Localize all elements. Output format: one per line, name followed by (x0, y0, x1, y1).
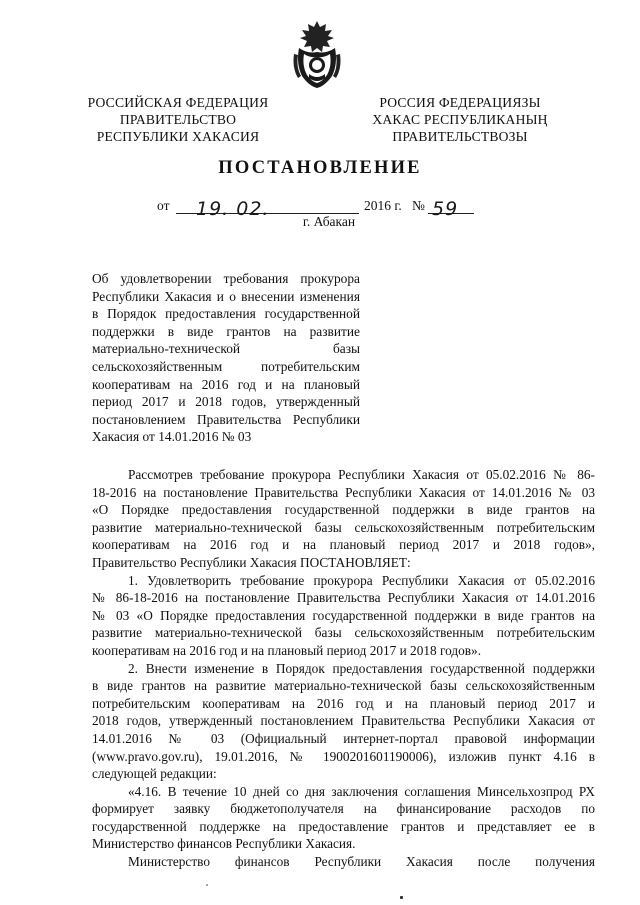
header-right-line-2: ХАКАС РЕСПУБЛИКАНЫҢ (372, 112, 548, 127)
header-right-line-1: РОССИЯ ФЕДЕРАЦИЯЗЫ (379, 95, 541, 110)
number-sign: № (412, 198, 425, 213)
body-line: следующей редакции: (92, 766, 217, 782)
body-line: потребительским кооперативам на 2016 год и на плановый период 2017 и (92, 695, 595, 711)
body-line: (www.pravo.gov.ru), 19.01.2016, № 1900201601190006), изложив пункт 4.16 в (92, 748, 595, 764)
header-right-khakas (360, 94, 560, 145)
body-line: 18-2016 на постановление Правительства Республики Хакасия от 14.01.2016 № 03 (92, 484, 595, 500)
year-label: 2016 г. (364, 198, 402, 213)
subject-line: поддержки в виде грантов на развитие (92, 323, 360, 339)
document-title: ПОСТАНОВЛЕНИЕ (218, 158, 422, 178)
header-left-line-1: РОССИЙСКАЯ ФЕДЕРАЦИЯ (87, 95, 269, 110)
body-line: 14.01.2016 № 03 (Официальный интернет-портал правовой информации (92, 730, 595, 746)
body-line: государственной поддержке на предоставление грантов и представляет ее в (92, 818, 595, 834)
subject-line: постановлением Правительства Республики (92, 411, 360, 427)
header-left-ru (78, 94, 278, 145)
scan-speck (206, 884, 208, 886)
body-line: Правительство Республики Хакасия ПОСТАНОВЛЯЕТ: (92, 554, 411, 570)
body-line: кооперативам на 2016 год и на плановый период 2017 и 2018 годов». (92, 642, 482, 658)
date-handwritten: 19. 02. (196, 198, 270, 220)
subject-line: сельскохозяйственным потребительским (92, 358, 360, 374)
subject-line: Республики Хакасия и о внесении изменения (92, 288, 360, 304)
body-line: Министерство финансов Республики Хакасия. (92, 836, 356, 852)
city-label: г. Абакан (302, 214, 356, 229)
number-handwritten: 59 (432, 198, 459, 220)
body-line: 2. Внести изменение в Порядок предоставления государственной поддержки (128, 660, 595, 676)
coat-of-arms-emblem-icon (292, 18, 342, 90)
subject-line: период 2017 и 2018 годов, утвержденный (92, 394, 360, 410)
body-line: развитие материально-технической базы сельскохозяйственным потребительским (92, 625, 595, 641)
body-line: формирует заявку бюджетополучателя на финансирование расходов по (92, 801, 595, 817)
body-line: № 86-18-2016 на постановление Правительства Республики Хакасия от 14.01.2016 (92, 590, 595, 606)
header-left-line-2: ПРАВИТЕЛЬСТВО (119, 112, 237, 127)
body-line: развитие материально-технической базы сельскохозяйственным потребительским (92, 519, 595, 535)
body-line: 1. Удовлетворить требование прокурора Республики Хакасия от 05.02.2016 (128, 572, 595, 588)
body-line: «О Порядке предоставления государственной поддержки в виде грантов на (92, 502, 595, 518)
body-line: «4.16. В течение 10 дней со дня заключения соглашения Минсельхозпрод РХ (128, 783, 595, 799)
date-prefix: от (157, 198, 170, 213)
body-line: 2018 годов, утвержденный постановлением Правительства Республики Хакасия от (92, 713, 595, 729)
body-line: Министерство финансов Республики Хакасия после получения (128, 854, 595, 870)
header-left-line-3: РЕСПУБЛИКИ ХАКАСИЯ (96, 129, 260, 144)
header-right-line-3: ПРАВИТЕЛЬСТВОЗЫ (392, 129, 528, 144)
body-line: № 03 «О Порядке предоставления государственной поддержки в виде грантов на (92, 607, 595, 623)
resolution-body (92, 466, 595, 871)
subject-block (92, 270, 360, 446)
body-line: Рассмотрев требование прокурора Республики Хакасия от 05.02.2016 № 86- (128, 467, 595, 482)
subject-line: кооперативам на 2016 год и на плановый (92, 376, 360, 392)
body-line: кооперативам на 2016 год и на плановый период 2017 и 2018 годов», (92, 537, 595, 553)
subject-line: в Порядок предоставления государственной (92, 306, 360, 322)
subject-line: Хакасия от 14.01.2016 № 03 (92, 429, 252, 445)
body-line: в виде грантов на развитие материально-технической базы сельскохозяйственным (92, 678, 595, 694)
scan-speck (400, 896, 403, 899)
subject-line: материально-технической базы (92, 341, 360, 357)
subject-line: Об удовлетворении требования прокурора (92, 271, 360, 286)
